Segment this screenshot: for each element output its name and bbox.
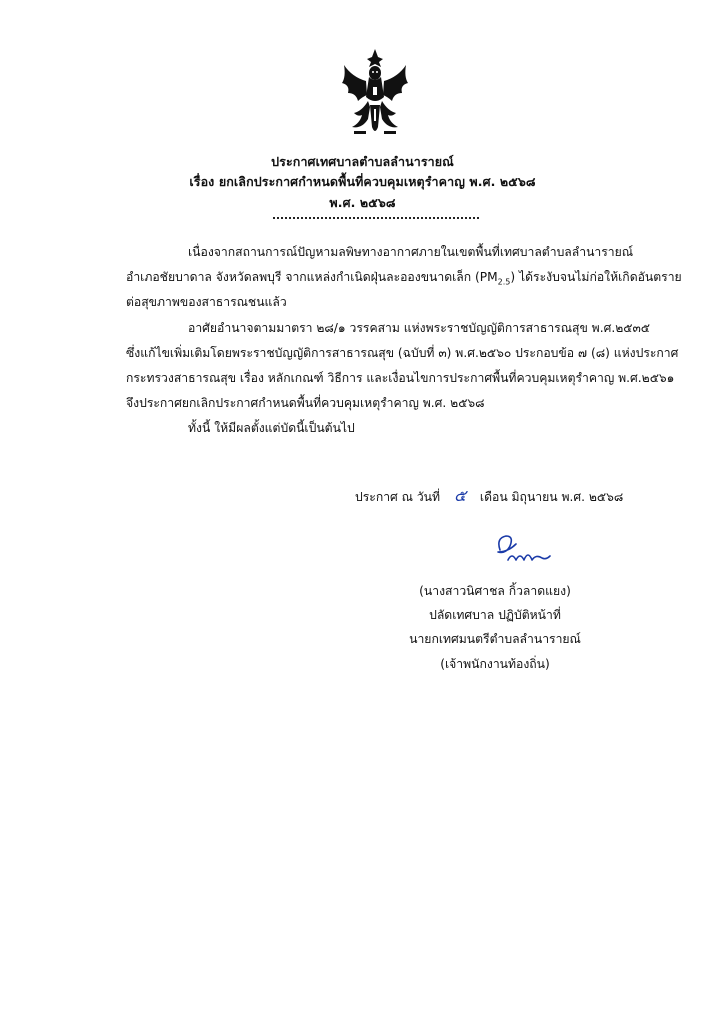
dotted-divider xyxy=(273,217,479,219)
body-line-pm xyxy=(126,271,682,286)
body-line: ทั้งนี้ ให้มีผลตั้งแต่บัดนี้เป็นต้นไป xyxy=(188,421,355,435)
body-line: เนื่องจากสถานการณ์ปัญหามลพิษทางอากาศภายในเขตพื้นที่เทศบาลตำบลลำนารายณ์ xyxy=(188,245,634,259)
signatory-role: (เจ้าพนักงานท้องถิ่น) xyxy=(440,657,550,671)
body-line: กระทรวงสาธารณสุข เรื่อง หลักเกณฑ์ วิธีการ และเงื่อนไขการประกาศพื้นที่ควบคุมเหตุรำคาญ พ.ศ.๒๕๖๑ xyxy=(126,371,675,385)
handwritten-day: ๕ xyxy=(453,486,467,505)
body-line: ต่อสุขภาพของสาธารณชนแล้ว xyxy=(126,295,287,309)
announcement-year: พ.ศ. ๒๕๖๘ xyxy=(329,195,396,210)
signatory-position: นายกเทศมนตรีตำบลลำนารายณ์ xyxy=(409,632,581,646)
handwritten-signature xyxy=(486,530,556,570)
body-line: อาศัยอำนาจตามมาตรา ๒๘/๑ วรรคสาม แห่งพระราชบัญญัติการสาธารณสุข พ.ศ.๒๕๓๕ xyxy=(188,321,651,335)
body-line: จึงประกาศยกเลิกประกาศกำหนดพื้นที่ควบคุมเหตุรำคาญ พ.ศ. ๒๕๖๘ xyxy=(126,396,485,410)
announcement-subject: เรื่อง ยกเลิกประกาศกำหนดพื้นที่ควบคุมเหตุรำคาญ พ.ศ. ๒๕๖๘ xyxy=(189,174,536,189)
announcement-title: ประกาศเทศบาลตำบลลำนารายณ์ xyxy=(271,154,454,169)
garuda-emblem-icon xyxy=(340,47,410,139)
body-text: ) ได้ระงับจนไม่ก่อให้เกิดอันตราย xyxy=(510,270,682,284)
body-line: ซึ่งแก้ไขเพิ่มเติมโดยพระราชบัญญัติการสาธารณสุข (ฉบับที่ ๓) พ.ศ.๒๕๖๐ ประกอบข้อ ๗ (๘) แห่งประกาศ xyxy=(126,346,679,360)
body-text: อำเภอชัยบาดาล จังหวัดลพบุรี จากแหล่งกำเนิดฝุ่นละอองขนาดเล็ก (PM xyxy=(126,270,498,284)
date-suffix: เดือน มิถุนายน พ.ศ. ๒๕๖๘ xyxy=(479,490,624,504)
date-prefix: ประกาศ ณ วันที่ xyxy=(355,490,441,504)
signatory-position: ปลัดเทศบาล ปฏิบัติหน้าที่ xyxy=(429,608,561,622)
signatory-name: (นางสาวนิศาชล กิ้วลาดแยง) xyxy=(419,584,571,598)
announcement-date xyxy=(355,484,623,509)
pm-subscript: 2.5 xyxy=(497,277,511,287)
